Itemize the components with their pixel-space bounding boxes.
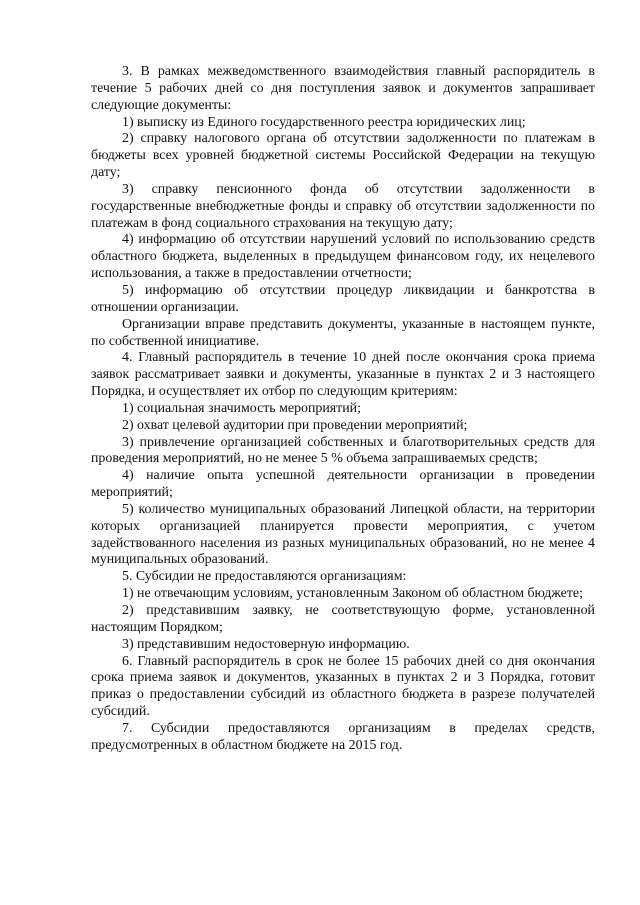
paragraph-5-item-1: 1) не отвечающим условиям, установленным Законом об областном бюджете; <box>122 586 583 602</box>
paragraph-4-item-2: 2) охват целевой аудитории при проведении мероприятий; <box>122 417 468 433</box>
paragraph-3-item-2: 2) справку налогового органа об отсутствии задолженности по платежам в бюджеты всех уровней бюджетной системы Российской Федерации на текущую дату; <box>91 131 595 181</box>
paragraph-7: 7. Субсидии предоставляются организациям в пределах средств, предусмотренных в областном бюджете на 2015 год. <box>91 720 595 753</box>
paragraph-3-item-3: 3) справку пенсионного фонда об отсутствии задолженности в государственные внебюджетные фонды и справку об отсутствии задолженности по платежам в фонд социального страхования на текущую дату; <box>91 181 595 231</box>
paragraph-6: 6. Главный распорядитель в срок не более 15 рабочих дней со дня окончания срока приема заявок и документов, указанных в пунктах 2 и 3 Порядка, готовит приказ о предоставлении субсидий из областного бюджета в разрезе получателей субсидий. <box>91 653 595 720</box>
paragraph-4-item-3: 3) привлечение организацией собственных и благотворительных средств для проведения мероприятий, но не менее 5 % объема запрашиваемых средств; <box>91 434 595 467</box>
paragraph-3-intro: 3. В рамках межведомственного взаимодействия главный распорядитель в течение 5 рабочих дней со дня поступления заявок и документов запрашивает следующие документы: <box>91 64 595 113</box>
paragraph-3-note: Организации вправе представить документы, указанные в настоящем пункте, по собственной инициативе. <box>91 316 595 349</box>
paragraph-5-item-2: 2) представившим заявку, не соответствующую форме, установленной настоящим Порядком; <box>91 603 595 635</box>
paragraph-4-item-4: 4) наличие опыта успешной деятельности организации в проведении мероприятий; <box>91 468 595 501</box>
paragraph-5-item-3: 3) представившим недостоверную информацию. <box>122 636 410 652</box>
paragraph-5-intro: 5. Субсидии не предоставляются организациям: <box>122 569 407 585</box>
paragraph-4-item-5: 5) количество муниципальных образований Липецкой области, на территории которых организацией планируется провести мероприятия, с учетом задействованного населения из разных муниципальных образований, но не менее 4 муниципальных образований. <box>91 501 595 568</box>
paragraph-3-item-1: 1) выписку из Единого государственного реестра юридических лиц; <box>122 114 526 130</box>
paragraph-4-intro: 4. Главный распорядитель в течение 10 дней после окончания срока приема заявок рассматривает заявки и документы, указанные в пунктах 2 и 3 настоящего Порядка, и осуществляет их отбор по следующим критериям: <box>91 350 595 400</box>
document-page <box>91 64 595 755</box>
paragraph-4-item-1: 1) социальная значимость мероприятий; <box>122 400 361 416</box>
paragraph-3-item-5: 5) информацию об отсутствии процедур ликвидации и банкротства в отношении организации. <box>91 282 595 315</box>
paragraph-3-item-4: 4) информацию об отсутствии нарушений условий по использованию средств областного бюджета, выделенных в предыдущем финансовом году, их нецелевого использования, а также в предоставлении отчетности; <box>91 232 595 282</box>
